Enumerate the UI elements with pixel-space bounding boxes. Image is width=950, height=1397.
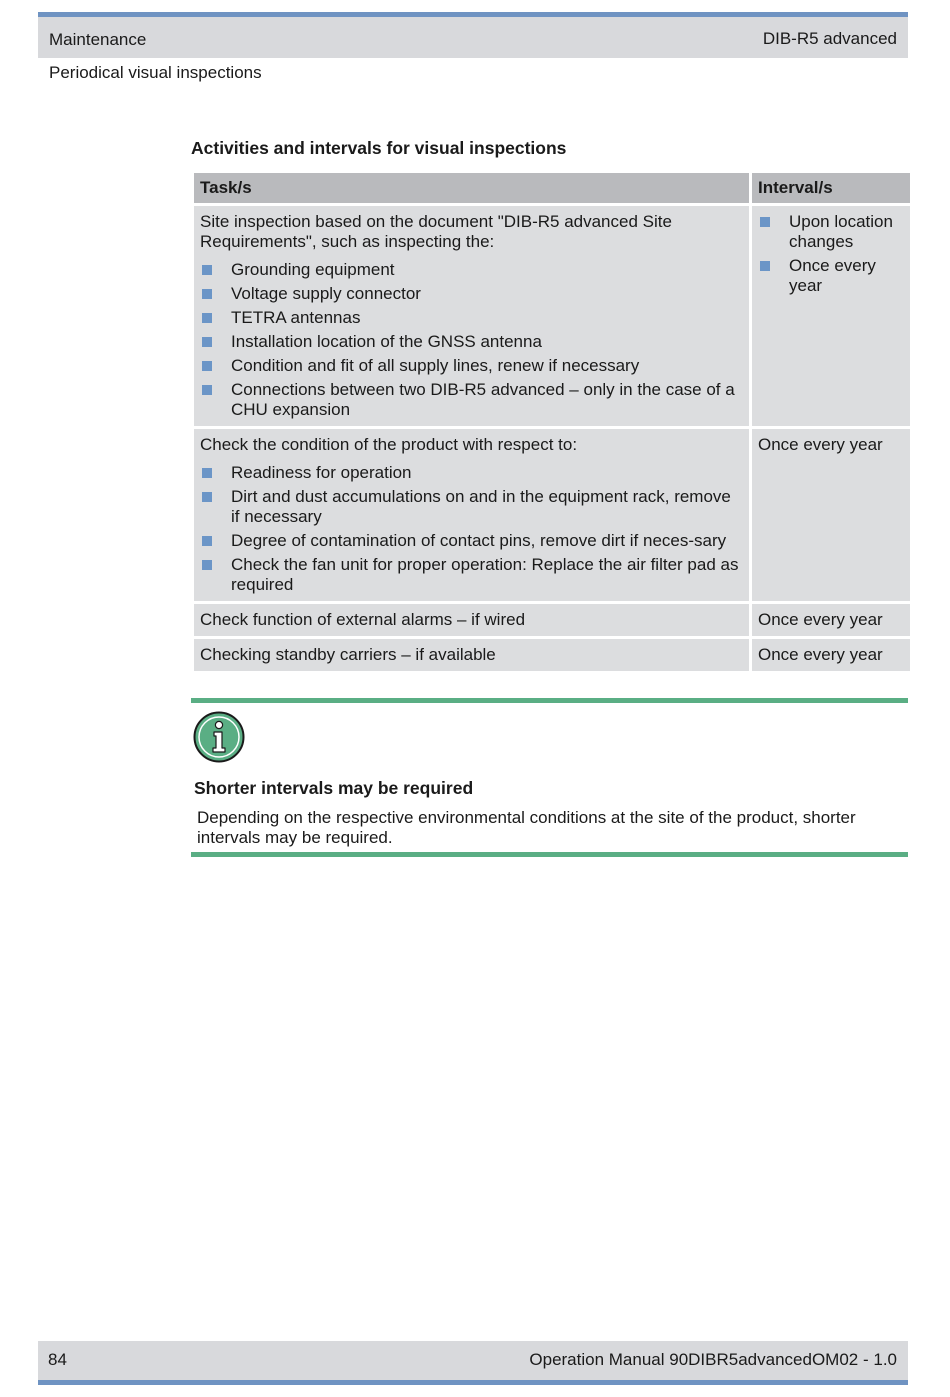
task-intro: Site inspection based on the document "DIB-R5 advanced Site Requirements", such as inspecting the: — [200, 212, 672, 251]
square-bullet-icon — [760, 217, 770, 227]
list-item-text: Installation location of the GNSS antenna — [231, 332, 542, 351]
list-item-text: Once every year — [789, 256, 876, 295]
square-bullet-icon — [202, 492, 212, 502]
task-intro: Check the condition of the product with respect to: — [200, 435, 578, 454]
task-cell: Checking standby carriers – if available — [194, 639, 749, 671]
task-cell: Check function of external alarms – if wired — [194, 604, 749, 636]
list-item-text: TETRA antennas — [231, 308, 361, 327]
list-item — [200, 555, 743, 595]
column-header-interval: Interval/s — [752, 173, 910, 203]
interval-cell: Once every year — [752, 639, 910, 671]
column-header-task: Task/s — [194, 173, 749, 203]
square-bullet-icon — [202, 289, 212, 299]
square-bullet-icon — [202, 337, 212, 347]
list-item-text: Readiness for operation — [231, 463, 412, 482]
interval-list — [758, 212, 904, 296]
list-item — [200, 531, 743, 551]
list-item — [200, 260, 743, 280]
product-name: DIB-R5 advanced — [762, 29, 897, 48]
note-title: Shorter intervals may be required — [194, 778, 474, 798]
table-row — [194, 639, 910, 671]
list-item-text: Upon location changes — [789, 212, 893, 251]
interval-cell: Once every year — [752, 604, 910, 636]
list-item-text: Connections between two DIB-R5 advanced – only in the case of a CHU expansion — [231, 380, 735, 419]
list-item — [200, 463, 743, 483]
list-item-text: Voltage supply connector — [231, 284, 421, 303]
table-row — [194, 604, 910, 636]
chapter-title: Maintenance — [49, 30, 147, 49]
list-item — [200, 380, 743, 420]
page-footer — [38, 1341, 908, 1385]
square-bullet-icon — [202, 385, 212, 395]
list-item — [200, 284, 743, 304]
table-title: Activities and intervals for visual inspections — [191, 138, 567, 158]
interval-cell: Once every year — [752, 429, 910, 601]
document-id: Operation Manual 90DIBR5advancedOM02 - 1.0 — [529, 1350, 897, 1369]
table-row — [194, 206, 910, 426]
task-list — [200, 260, 743, 420]
interval-cell — [752, 206, 910, 426]
inspection-table — [191, 170, 913, 674]
list-item — [758, 256, 904, 296]
section-title: Periodical visual inspections — [49, 63, 262, 82]
note-text: Depending on the respective environmental conditions at the site of the product, shorter intervals may be required. — [197, 808, 856, 847]
list-item-text: Degree of contamination of contact pins, remove dirt if neces-sary — [231, 531, 727, 550]
task-list — [200, 463, 743, 595]
info-icon — [193, 711, 245, 763]
page-number: 84 — [48, 1350, 67, 1369]
list-item-text: Check the fan unit for proper operation: Replace the air filter pad as required — [231, 555, 739, 594]
list-item — [200, 308, 743, 328]
info-note — [191, 698, 908, 857]
square-bullet-icon — [202, 313, 212, 323]
list-item — [758, 212, 904, 252]
square-bullet-icon — [202, 468, 212, 478]
list-item-text: Condition and fit of all supply lines, renew if necessary — [231, 356, 640, 375]
square-bullet-icon — [202, 560, 212, 570]
task-cell — [194, 429, 749, 601]
list-item — [200, 332, 743, 352]
list-item — [200, 487, 743, 527]
square-bullet-icon — [202, 536, 212, 546]
page-header — [38, 12, 908, 58]
square-bullet-icon — [202, 265, 212, 275]
table-header-row — [194, 173, 910, 203]
task-cell — [194, 206, 749, 426]
table-row — [194, 429, 910, 601]
square-bullet-icon — [202, 361, 212, 371]
square-bullet-icon — [760, 261, 770, 271]
list-item-text: Dirt and dust accumulations on and in the equipment rack, remove if necessary — [231, 487, 731, 526]
list-item-text: Grounding equipment — [231, 260, 395, 279]
list-item — [200, 356, 743, 376]
